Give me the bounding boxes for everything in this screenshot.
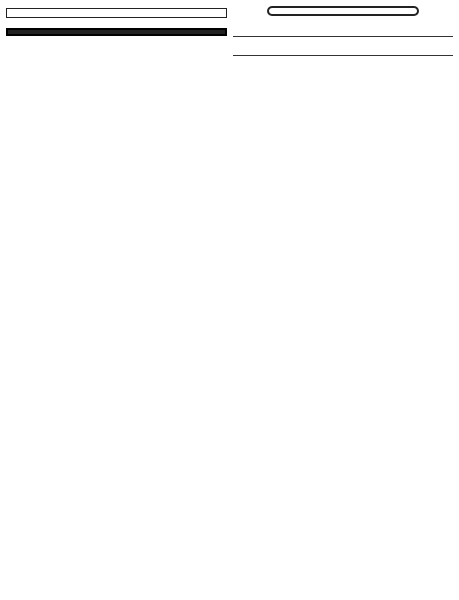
right-column xyxy=(233,4,454,596)
columns xyxy=(6,4,453,596)
divider xyxy=(233,36,454,37)
left-column xyxy=(6,4,227,596)
divider xyxy=(233,55,454,56)
left-banner xyxy=(6,28,227,36)
intro-box xyxy=(6,8,227,18)
right-frame-title xyxy=(267,6,419,16)
